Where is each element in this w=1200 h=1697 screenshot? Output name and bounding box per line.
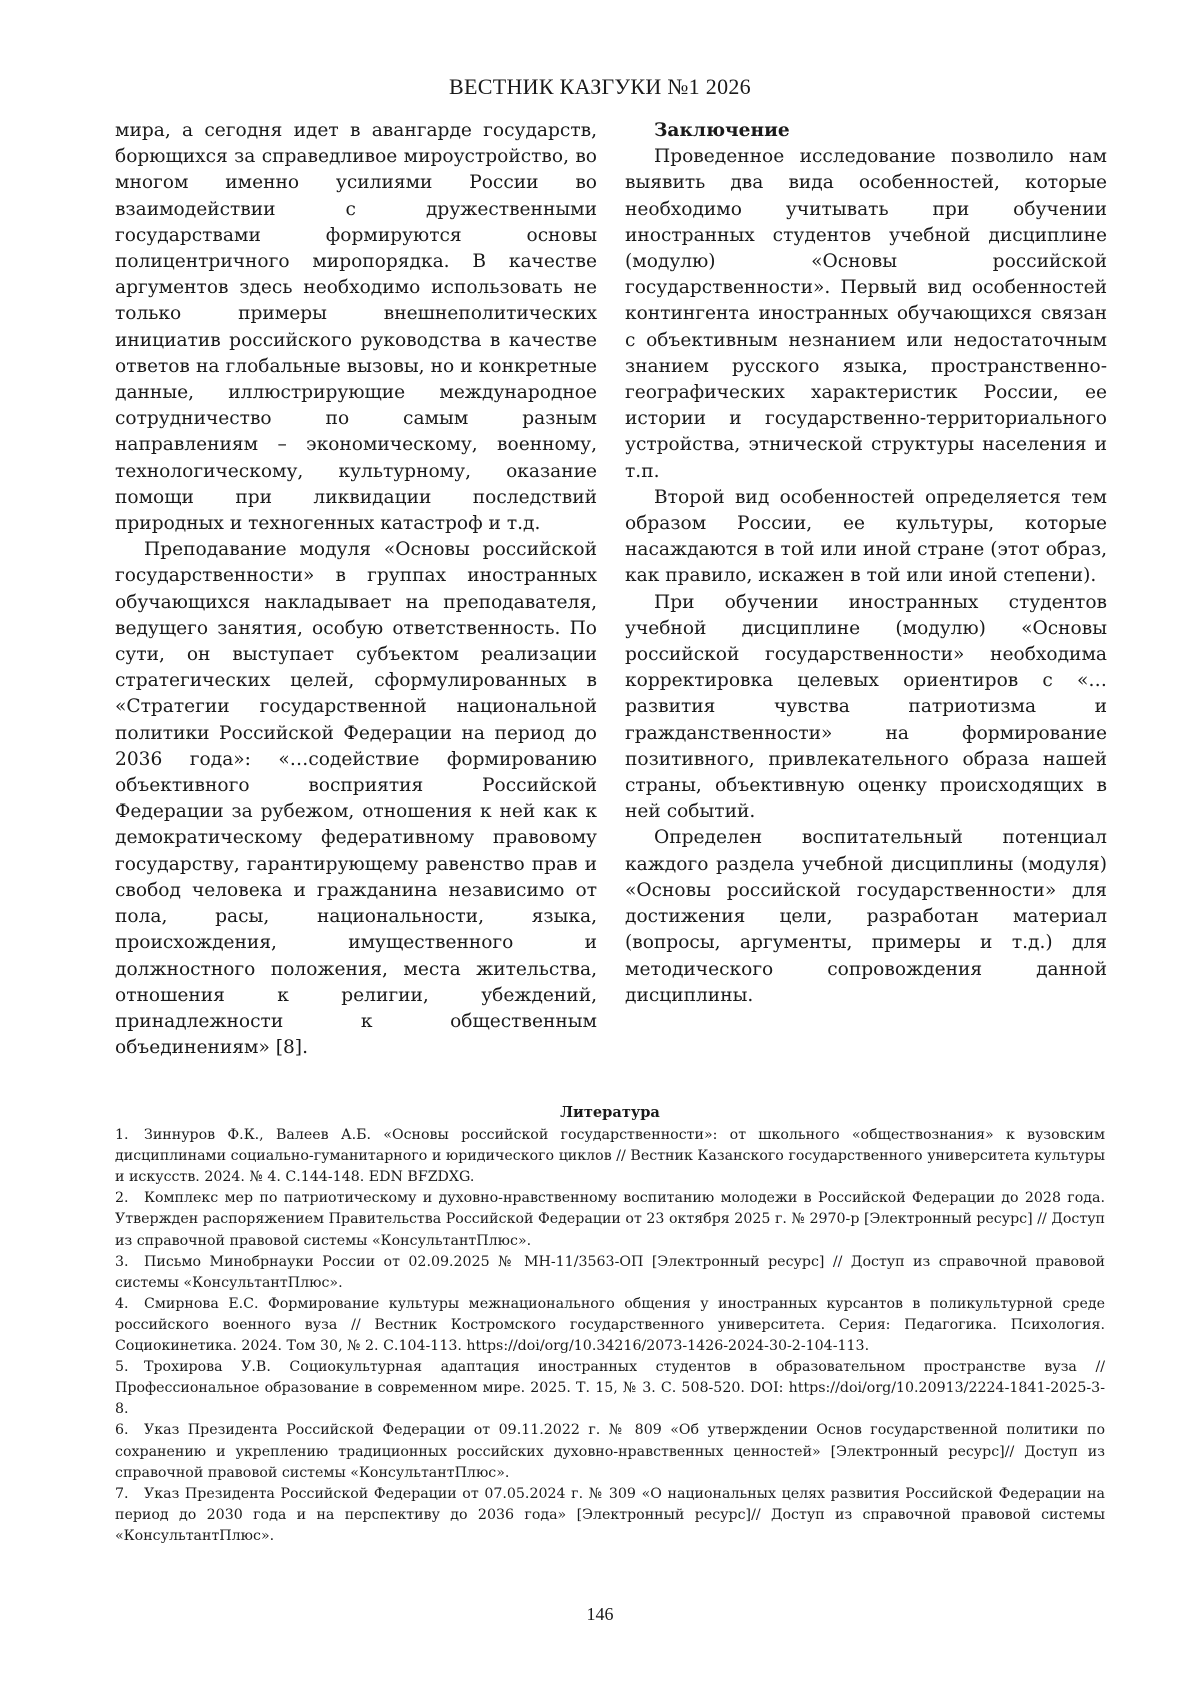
reference-text: Письмо Минобрнауки России от 02.09.2025 № МН-11/3563-ОП [Электронный ресурс] // Доступ из справочной правовой системы «КонсультантПлюс». [115, 1253, 1105, 1291]
reference-number: 4. [115, 1295, 129, 1312]
right-paragraph-1: Проведенное исследование позволило нам выявить два вида особенностей, которые необходимо учитывать при обучении иностранных студентов учебной дисциплине (модулю) «Основы российской государственности». Первый вид особенностей контингента иностранных обучающихся связан с объективным незнанием или недостаточным знанием русского языка, пространственно-географических характеристик России, ее истории и государственно-территориального устройства, этнической структуры населения и т.п. [625, 146, 1107, 482]
journal-header: ВЕСТНИК КАЗГУКИ №1 2026 [449, 74, 751, 99]
reference-item [115, 1125, 1105, 1188]
reference-item [115, 1252, 1105, 1294]
reference-number: 2. [115, 1190, 129, 1207]
right-paragraph-2: Второй вид особенностей определяется тем образом России, ее культуры, которые насаждаются в той или иной стране (этот образ, как правило, искажен в той или иной степени). [625, 486, 1107, 587]
reference-text: Указ Президента Российской Федерации от 07.05.2024 г. № 309 «О национальных целях развития Российской Федерации на период до 2030 года и на перспективу до 2036 года» [Электронный ресурс]// Доступ из справочной правовой системы «КонсультантПлюс». [115, 1485, 1105, 1544]
reference-number: 5. [115, 1359, 129, 1376]
left-paragraph-2: Преподавание модуля «Основы российской государственности» в группах иностранных обучающихся накладывает на преподавателя, ведущего занятия, особую ответственность. По сути, он выступает субъектом реализации стратегических целей, сформулированных в «Стратегии государственной национальной политики Российской Федерации на период до 2036 года»: «…содействие формированию объективного восприятия Российской Федерации за рубежом, отношения к ней как к демократическому федеративному правовому государству, гарантирующему равенство прав и свобод человека и гражданина независимо от пола, расы, национальности, языка, происхождения, имущественного и должностного положения, места жительства, отношения к религии, убеждений, принадлежности к общественным объединениям» [8]. [115, 539, 597, 1059]
reference-text: Указ Президента Российской Федерации от 09.11.2022 г. № 809 «Об утверждении Основ государственной политики по сохранению и укреплению традиционных российских духовно-нравственных ценностей» [Электронный ресурс]// Доступ из справочной правовой системы «КонсультантПлюс». [115, 1422, 1105, 1481]
reference-text: Трохирова У.В. Социокультурная адаптация иностранных студентов в образовательном пространстве вуза // Профессиональное образование в современном мире. 2025. Т. 15, № 3. С. 508-520. DOI: https://doi/org/10.20913/2224-1841-2025-3-8. [115, 1359, 1105, 1418]
reference-number: 6. [115, 1422, 129, 1439]
conclusion-heading: Заключение [654, 120, 790, 141]
right-paragraph-3: При обучении иностранных студентов учебной дисциплине (модулю) «Основы российской государственности» необходима корректировка целевых ориентиров с «…развития чувства патриотизма и гражданственности» на формирование позитивного, привлекательного образа нашей страны, объективную оценку происходящих в ней событий. [625, 591, 1107, 823]
right-column [625, 118, 1107, 1009]
left-column [115, 118, 597, 1061]
right-paragraph-4: Определен воспитательный потенциал каждого раздела учебной дисциплины (модуля) «Основы российской государственности» для достижения цели, разработан материал (вопросы, аргументы, примеры и т.д.) для методического сопровождения данной дисциплины. [625, 827, 1107, 1006]
reference-item [115, 1420, 1105, 1483]
left-paragraph-1: мира, а сегодня идет в авангарде государств, борющихся за справедливое мироустройство, во многом именно усилиями России во взаимодействии с дружественными государствами формируются основы полицентричного миропорядка. В качестве аргументов здесь необходимо использовать не только примеры внешнеполитических инициатив российского руководства в качестве ответов на глобальные вызовы, но и конкретные данные, иллюстрирующие международное сотрудничество по самым разным направлениям – экономическому, военному, технологическому, культурному, оказание помощи при ликвидации последствий природных и техногенных катастроф и т.д. [115, 120, 597, 535]
reference-item [115, 1188, 1105, 1251]
reference-number: 7. [115, 1485, 129, 1502]
reference-number: 1. [115, 1127, 129, 1144]
references-title: Литература [560, 1104, 660, 1121]
page-number: 146 [586, 1604, 614, 1624]
reference-item [115, 1484, 1105, 1547]
references-section [115, 1102, 1105, 1547]
reference-text: Зиннуров Ф.К., Валеев А.Б. «Основы российской государственности»: от школьного «обществознания» к вузовским дисциплинами социально-гуманитарного и юридического циклов // Вестник Казанского государственного университета культуры и искусств. 2024. № 4. С.144-148. EDN BFZDXG. [115, 1127, 1105, 1186]
reference-text: Комплекс мер по патриотическому и духовно-нравственному воспитанию молодежи в Российской Федерации до 2028 года. Утвержден распоряжением Правительства Российской Федерации от 23 октября 2025 г. № 2970-р [Электронный ресурс] // Доступ из справочной правовой системы «КонсультантПлюс». [115, 1190, 1105, 1249]
reference-item [115, 1294, 1105, 1357]
reference-item [115, 1357, 1105, 1420]
reference-number: 3. [115, 1253, 129, 1270]
reference-text: Смирнова Е.С. Формирование культуры межнационального общения у иностранных курсантов в поликультурной среде российского военного вуза // Вестник Костромского государственного университета. Серия: Педагогика. Психология. Социокинетика. 2024. Том 30, № 2. С.104-113. https://doi/org/10.34216/2073-1426-2024-30-2-104-113. [115, 1295, 1105, 1355]
